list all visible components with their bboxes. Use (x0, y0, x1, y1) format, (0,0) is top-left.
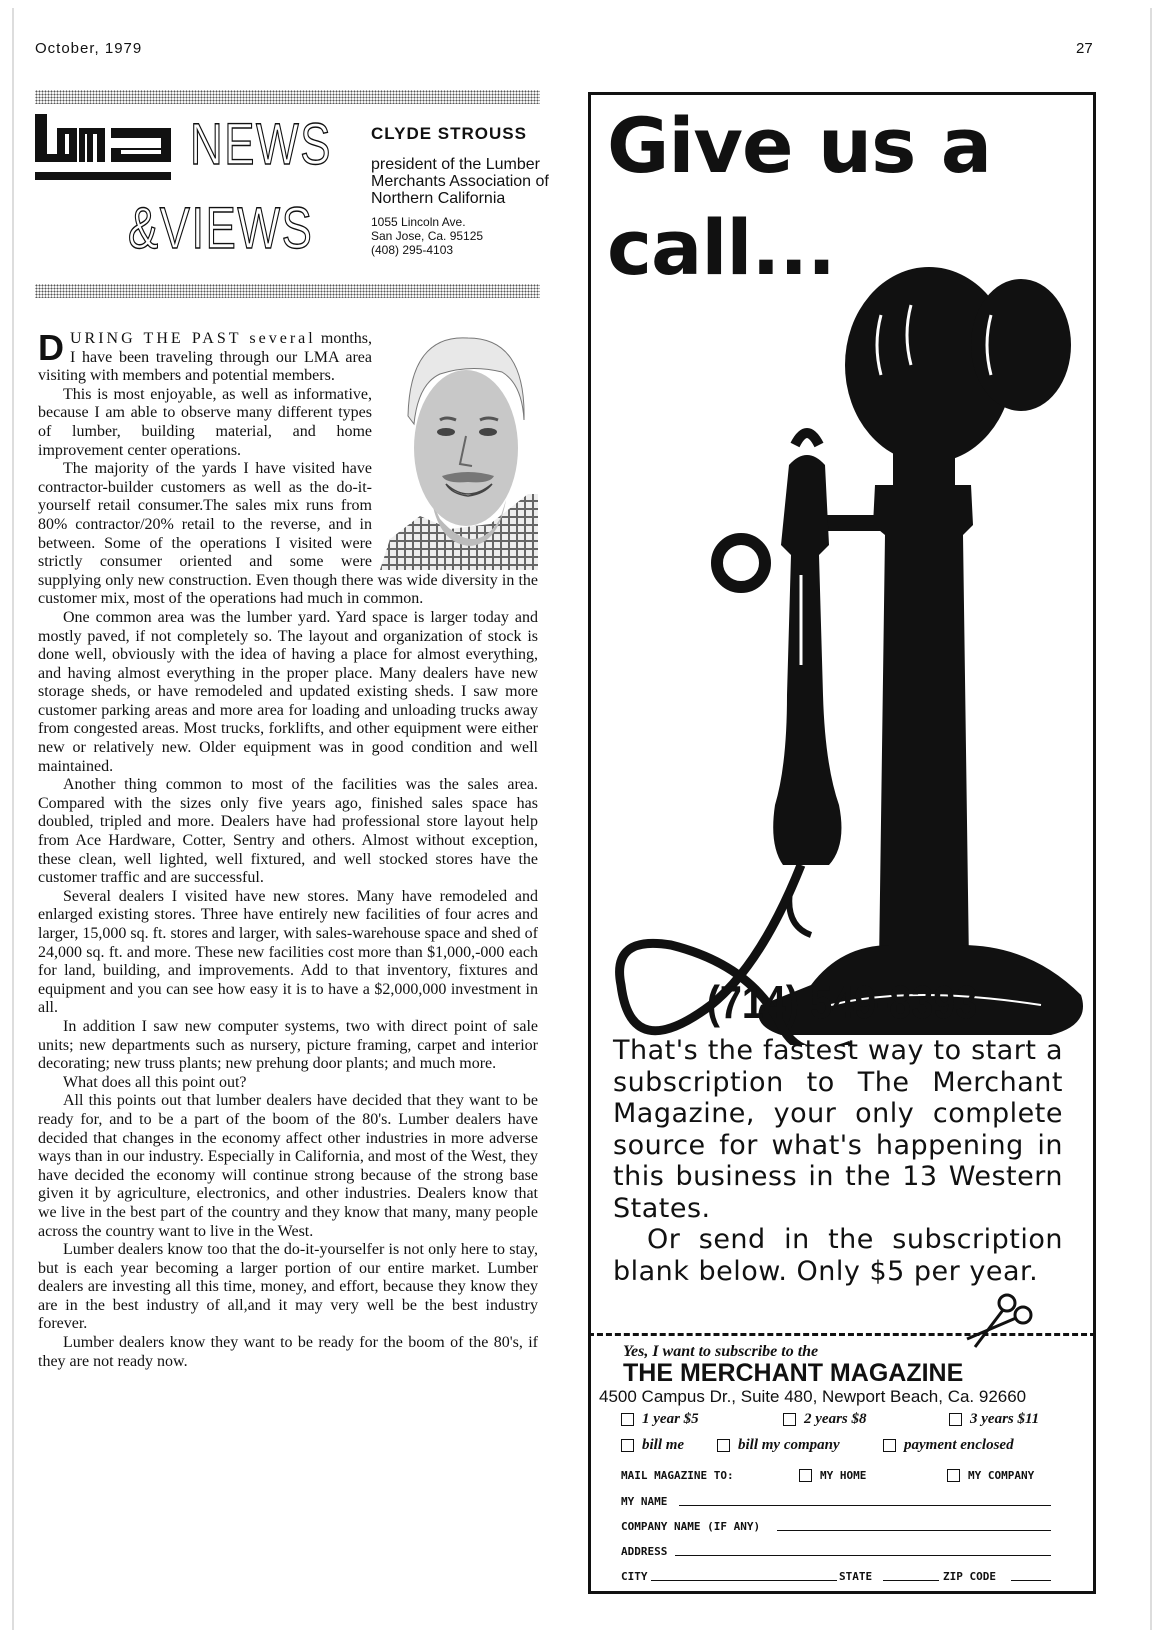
page-number: 27 (1076, 40, 1093, 57)
checkbox[interactable] (783, 1413, 796, 1426)
article-paragraph: In addition I saw new computer systems, two with direct point of sale units; new departments such as nursery, picture framing, carpet and interior decorating; new truss plants; new prehung door plants; and much more. (38, 1017, 538, 1073)
address-line: 1055 Lincoln Ave. (371, 215, 466, 229)
ad-body (613, 1035, 1063, 1287)
views-wordmark: &VIEWS (128, 196, 314, 261)
subscription-coupon (599, 1343, 1089, 1591)
article-body (38, 327, 538, 1371)
checkbox[interactable] (949, 1413, 962, 1426)
billing-options (599, 1437, 1089, 1459)
option-1-year[interactable] (621, 1411, 699, 1428)
author-title: president of the Lumber Merchants Association of Northern California (371, 156, 549, 207)
coupon-address: 4500 Campus Dr., Suite 480, Newport Beach, Ca. 92660 (599, 1387, 1027, 1406)
field-label: CITY (621, 1570, 648, 1583)
article-paragraph: Lumber dealers know too that the do-it-yourselfer is not only here to stay, but is each year becoming a larger portion of our entire market. Lumber dealers are investing all this time, money, and effort, because they know they are in the best industry of all,and it may very well be the best industry forever. (38, 1241, 538, 1333)
field-line[interactable] (651, 1580, 837, 1581)
field-label: COMPANY NAME (IF ANY) (621, 1520, 761, 1533)
dotted-rule-top (35, 90, 540, 104)
option-label: bill my company (738, 1437, 840, 1453)
option-label: 2 years $8 (804, 1411, 867, 1427)
issue-date: October, 1979 (35, 40, 143, 57)
field-line[interactable] (679, 1505, 1051, 1506)
name-field[interactable] (599, 1491, 1089, 1516)
checkbox[interactable] (621, 1413, 634, 1426)
checkbox[interactable] (621, 1439, 634, 1452)
candlestick-telephone-illustration (611, 245, 1091, 1045)
company-field[interactable] (599, 1516, 1089, 1541)
option-label: MY COMPANY (968, 1469, 1035, 1482)
option-label: MY HOME (820, 1469, 867, 1482)
checkbox[interactable] (883, 1439, 896, 1452)
address-line: (408) 295-4103 (371, 243, 454, 257)
ad-body-paragraph: Or send in the subscription blank below. Only $5 per year. (613, 1224, 1063, 1287)
article-paragraph: What does all this point out? (63, 1073, 247, 1091)
news-wordmark: NEWS (190, 112, 332, 177)
option-payment-enclosed[interactable] (883, 1437, 1014, 1454)
option-my-company[interactable] (947, 1469, 1034, 1482)
article-paragraph: The majority of the yards I have visited have contractor-builder customers as well as the do-it-yourself retail consumer.The sales mix runs from 80% contractor/20% retail to the reverse, and in between. Some of the operations I visited were strictly consumer oriented and some were supplying only new construction. Even though there was wide diversity in the customer mix, most of the operations had much in common. (38, 460, 538, 608)
dropcap: D (38, 327, 64, 368)
option-my-home[interactable] (799, 1469, 866, 1482)
dotted-rule-bottom (35, 284, 540, 298)
option-label: bill me (642, 1437, 685, 1453)
author-name: CLYDE STROUSS (371, 124, 527, 143)
option-label: 1 year $5 (642, 1411, 699, 1427)
city-state-zip-field[interactable] (599, 1566, 1089, 1591)
ad-headline-line: Give us a (607, 101, 992, 190)
address-line: San Jose, Ca. 95125 (371, 229, 484, 243)
field-line[interactable] (1011, 1580, 1051, 1581)
article-paragraph: One common area was the lumber yard. Yard space is larger today and mostly paved, if not completely so. The layout and organization of stock is done well, obviously with the idea of having a place for almost everything, and having almost everything in the proper place. Many dealers have new storage sheds, or have remodeled and updated existing sheds. I saw more customer parking areas and more area for loading and unloading trucks away from congested areas. Most trucks, forklifts, and other equipment were either new or relatively new. Older equipment was in good condition and well maintained. (38, 608, 538, 775)
option-2-years[interactable] (783, 1411, 867, 1428)
field-label: ADDRESS (621, 1545, 668, 1558)
ad-body-paragraph: That's the fastest way to start a subscription to The Merchant Magazine, your only complete source for what's happening in this business in the 13 Western States. (613, 1035, 1063, 1224)
ad-headline-line: call... (607, 203, 836, 292)
field-label: STATE (839, 1570, 873, 1583)
option-label: payment enclosed (904, 1437, 1014, 1453)
portrait-photo (380, 324, 538, 570)
field-line[interactable] (777, 1530, 1051, 1531)
address-field[interactable] (599, 1541, 1089, 1566)
mail-to-row (599, 1469, 1089, 1491)
ad-phone-number: (714) 549-8393 (706, 976, 978, 1028)
lead-in-text: URING THE PAST several (70, 330, 316, 347)
field-line[interactable] (883, 1580, 939, 1581)
coupon-title: THE MERCHANT MAGAZINE (623, 1359, 964, 1387)
option-bill-me[interactable] (621, 1437, 684, 1454)
article-paragraph: Another thing common to most of the facilities was the sales area. Compared with the sizes only five years ago, finished sales space has doubled, tripled and more. Dealers have had professional store layout help from Ace Hardware, Cotter, Sentry and others. Almost without exception, these clean, well lighted, well fixtured, and well stocked stores have the customer traffic and are successful. (38, 776, 538, 887)
checkbox[interactable] (799, 1469, 812, 1482)
article-paragraph: All this points out that lumber dealers have decided that they want to be ready for, and to be a part of the boom of the 80's. Lumber dealers have decided that changes in the economy affect other industries in more adverse ways than in our industry. Especially in California, and most of the West, they have decided the economy will continue strong because of the strong base given it by agriculture, electronics, and other industries. Dealers know that we live in the best part of the country and they know that many, many people across the country want to live in the West. (38, 1092, 538, 1240)
option-label: 3 years $11 (970, 1411, 1040, 1427)
author-address (371, 215, 551, 257)
field-label: ZIP CODE (943, 1570, 996, 1583)
article-paragraph: This is most enjoyable, as well as informative, because I am able to observe many different types of lumber, building material, and home improvement center operations. (38, 385, 372, 459)
coupon-intro: Yes, I want to subscribe to the (623, 1343, 819, 1360)
article-paragraph: Lumber dealers know they want to be ready for the boom of the 80's, if they are not ready now. (38, 1334, 538, 1370)
article-paragraph: Several dealers I visited have new stores. Many have remodeled and enlarged existing stores. Three have entirely new facilities of four acres and larger, 15,000 sq. ft. stores and larger, with sales-warehouse space and shed of 24,000 sq. ft. and more. These new facilities cost more than $1,000,-000 each for land, building, and improvements. Add to that inventory, fixtures and equipment and you can see how easy it is to have a $2,000,000 investment in all. (38, 887, 538, 1017)
checkbox[interactable] (947, 1469, 960, 1482)
author-block (371, 124, 551, 257)
mail-to-label: MAIL MAGAZINE TO: (621, 1469, 734, 1482)
field-line[interactable] (675, 1555, 1051, 1556)
field-label: MY NAME (621, 1495, 668, 1508)
lead-paragraph-rest: months, I have been traveling through our LMA area visiting with members and potential members. (38, 330, 372, 385)
term-options (599, 1411, 1089, 1433)
subscription-ad (588, 92, 1096, 1594)
lma-logo (35, 114, 175, 190)
option-3-years[interactable] (949, 1411, 1039, 1428)
option-bill-company[interactable] (717, 1437, 840, 1454)
checkbox[interactable] (717, 1439, 730, 1452)
cut-line (588, 1333, 1096, 1336)
